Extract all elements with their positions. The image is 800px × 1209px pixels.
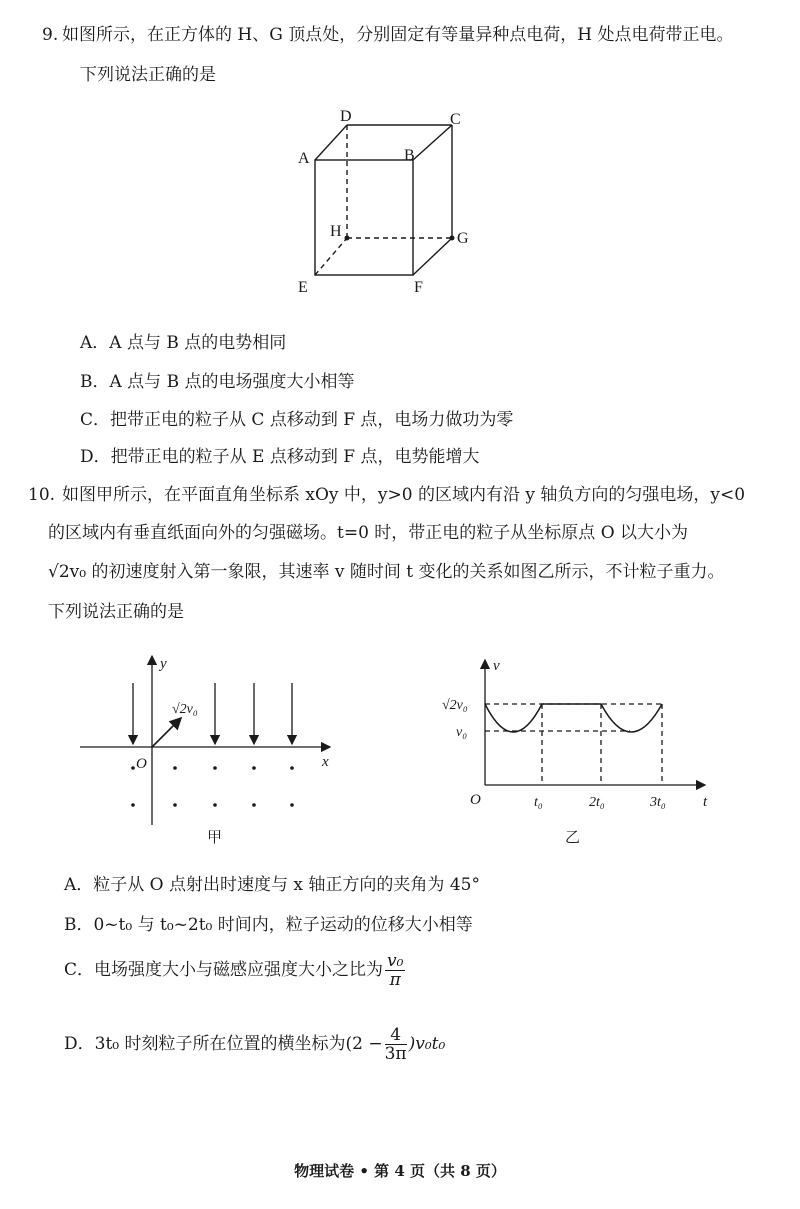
origin-label-b: O <box>470 792 481 808</box>
q10-option-d <box>64 1024 445 1064</box>
origin-label: O <box>136 756 147 772</box>
velocity-label: √2v₀ <box>172 702 198 717</box>
caption-yi: 乙 <box>565 830 581 846</box>
fraction-4-over-3pi <box>385 1026 407 1063</box>
fraction-numerator: v₀ <box>387 951 404 971</box>
fraction-denominator: 3π <box>384 1044 407 1064</box>
q9-number: 9. <box>42 25 59 45</box>
expr-prefix: (2 − <box>345 1034 383 1054</box>
ytick-sqrt2v0: √2v₀ <box>442 698 468 713</box>
q9-option-b: B．A 点与 B 点的电场强度大小相等 <box>80 372 355 392</box>
q10-stem-line1: 如图甲所示，在平面直角坐标系 xOy 中，y>0 的区域内有沿 y 轴负方向的匀强电场，y<0 <box>62 485 746 505</box>
page-footer: 物理试卷 • 第 4 页（共 8 页） <box>294 1162 506 1180</box>
xtick-3t0: 3t₀ <box>650 795 666 810</box>
q9-option-d: D．把带正电的粒子从 E 点移动到 F 点，电势能增大 <box>80 447 480 467</box>
xtick-2t0: 2t₀ <box>589 795 605 810</box>
label-h: H <box>330 223 342 240</box>
y-label: y <box>160 656 167 672</box>
x-label: x <box>322 754 329 770</box>
label-b: B <box>404 147 415 164</box>
q9-option-a: A．A 点与 B 点的电势相同 <box>80 333 287 353</box>
fraction-numerator: 4 <box>385 1026 407 1045</box>
label-c: C <box>450 111 461 128</box>
q10-number: 10. <box>28 485 56 505</box>
label-a: A <box>298 150 310 167</box>
label-e: E <box>298 279 308 296</box>
q10-stem-line2: 的区域内有垂直纸面向外的匀强磁场。t=0 时，带正电的粒子从坐标原点 O 以大小为 <box>48 523 689 543</box>
q10-option-c <box>64 950 407 990</box>
q9-stem-line1: 如图所示，在正方体的 H、G 顶点处，分别固定有等量异种点电荷，H 处点电荷带正电。 <box>62 25 734 45</box>
q10-option-a: A．粒子从 O 点射出时速度与 x 轴正方向的夹角为 45° <box>64 875 480 895</box>
t-label: t <box>703 794 708 810</box>
speed-curve <box>485 704 662 732</box>
q9-option-c: C．把带正电的粒子从 C 点移动到 F 点，电场力做功为零 <box>80 410 514 430</box>
expr-suffix: )v₀t₀ <box>408 1034 446 1054</box>
fraction-denominator: π <box>389 970 401 990</box>
q9-stem-line2: 下列说法正确的是 <box>80 65 216 85</box>
label-f: F <box>414 279 423 296</box>
q10-stem-line3: √2v₀ 的初速度射入第一象限，其速率 v 随时间 t 变化的关系如图乙所示，不计粒子重力。 <box>48 562 725 582</box>
xtick-t0: t₀ <box>534 795 543 810</box>
label-g: G <box>457 230 469 247</box>
label-d: D <box>340 108 352 125</box>
v-label: v <box>493 658 500 674</box>
q10-stem-line4: 下列说法正确的是 <box>48 602 184 622</box>
ytick-v0: v₀ <box>456 725 468 740</box>
q10-option-c-text: C．电场强度大小与磁感应强度大小之比为 <box>64 960 384 980</box>
fraction-v0-over-pi <box>385 952 405 989</box>
q10-option-b: B．0~t₀ 与 t₀~2t₀ 时间内，粒子运动的位移大小相等 <box>64 915 473 935</box>
caption-jia: 甲 <box>207 830 223 846</box>
q10-option-d-text: D．3t₀ 时刻粒子所在位置的横坐标为 <box>64 1034 346 1054</box>
